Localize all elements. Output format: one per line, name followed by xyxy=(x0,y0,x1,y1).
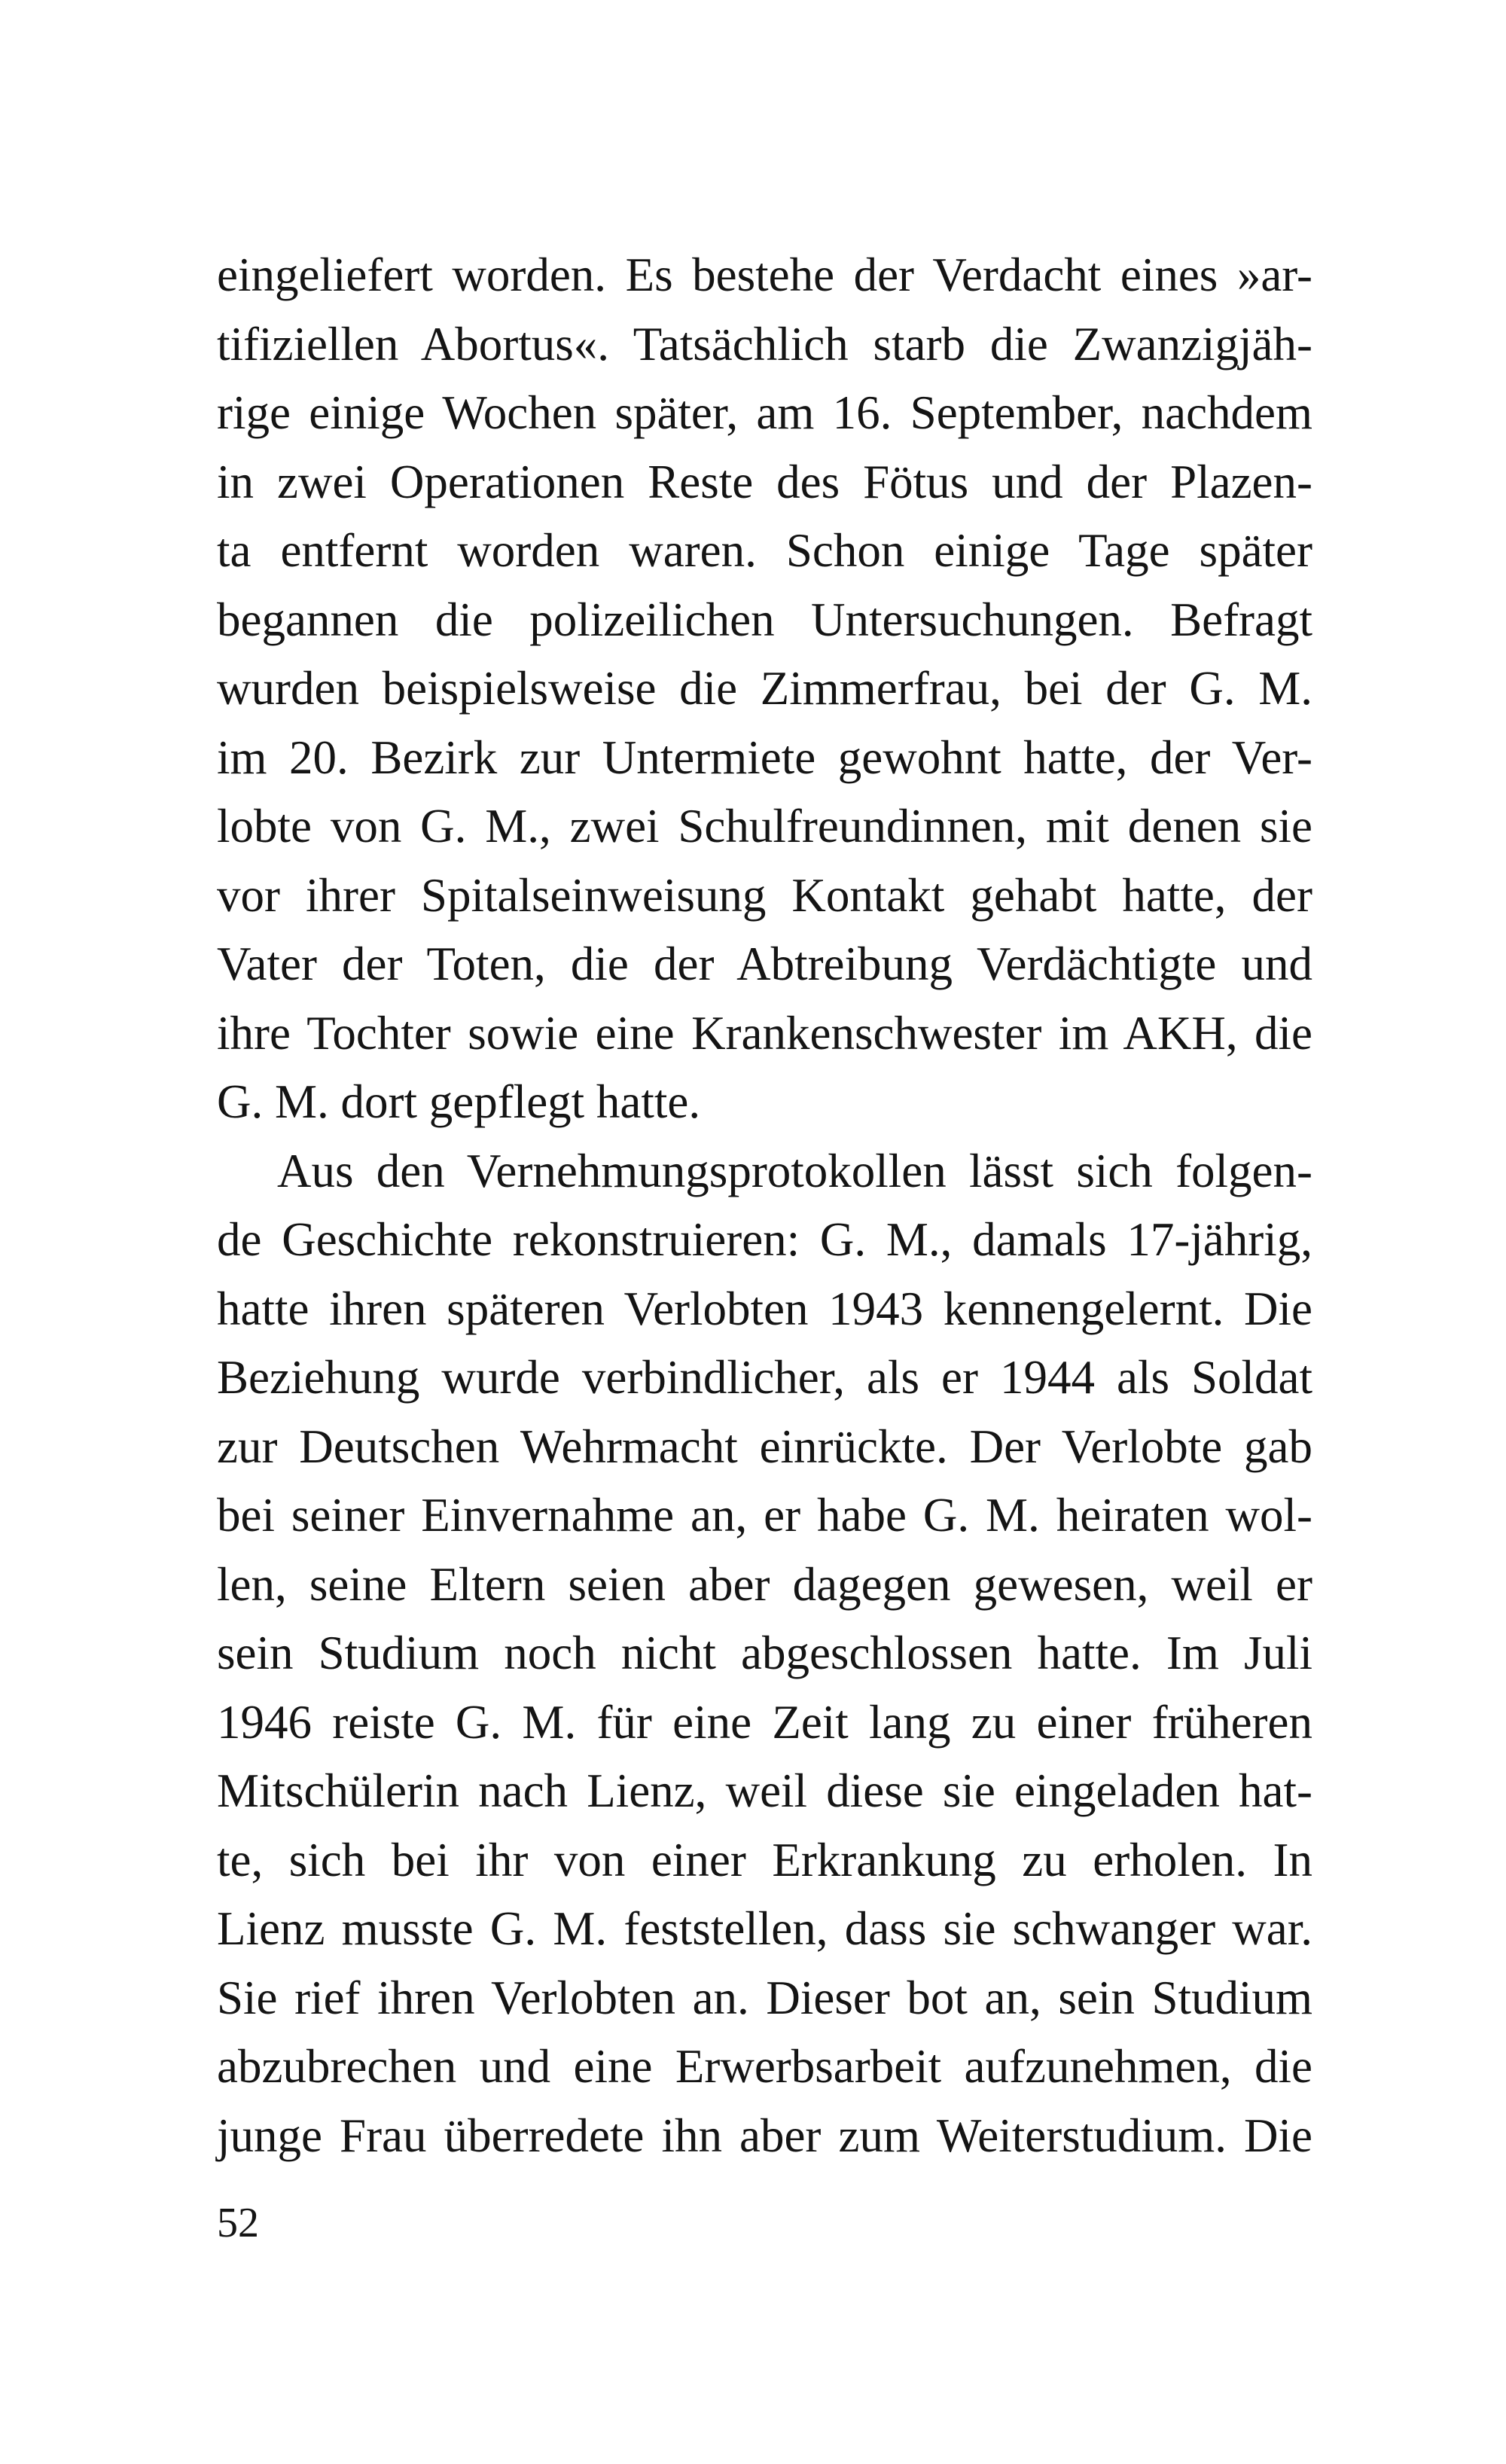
text-line: begannen die polizeilichen Untersuchungen. Befragt xyxy=(217,593,1312,646)
text-line: G. M. dort gepflegt hatte. xyxy=(217,1075,701,1128)
text-line: Beziehung wurde verbindlicher, als er 1944 als Soldat xyxy=(217,1351,1312,1404)
text-line: Lienz musste G. M. feststellen, dass sie schwanger war. xyxy=(217,1902,1312,1955)
text-line: rige einige Wochen später, am 16. September, nachdem xyxy=(217,386,1312,439)
text-line: de Geschichte rekonstruieren: G. M., damals 17-jährig, xyxy=(217,1213,1312,1266)
text-line: hatte ihren späteren Verlobten 1943 kennengelernt. Die xyxy=(217,1282,1312,1335)
text-line: te, sich bei ihr von einer Erkrankung zu erholen. In xyxy=(217,1833,1312,1886)
text-line: wurden beispielsweise die Zimmerfrau, bei der G. M. xyxy=(217,662,1312,715)
text-line: lobte von G. M., zwei Schulfreundinnen, mit denen sie xyxy=(217,800,1312,852)
text-line: len, seine Eltern seien aber dagegen gewesen, weil er xyxy=(217,1557,1312,1611)
text-line: zur Deutschen Wehrmacht einrückte. Der Verlobte gab xyxy=(217,1420,1312,1473)
text-line: Aus den Vernehmungsprotokollen lässt sich folgen- xyxy=(277,1144,1312,1197)
text-line: tifiziellen Abortus«. Tatsächlich starb die Zwanzigjäh- xyxy=(217,317,1312,371)
text-line: im 20. Bezirk zur Untermiete gewohnt hatte, der Ver- xyxy=(217,730,1312,784)
text-line: Mitschülerin nach Lienz, weil diese sie eingeladen hat- xyxy=(217,1764,1312,1817)
text-line: junge Frau überredete ihn aber zum Weiterstudium. Die xyxy=(217,2109,1312,2162)
text-line: 1946 reiste G. M. für eine Zeit lang zu einer früheren xyxy=(217,1695,1312,1749)
text-line: in zwei Operationen Reste des Fötus und der Plazen- xyxy=(217,455,1312,508)
text-line: sein Studium noch nicht abgeschlossen hatte. Im Juli xyxy=(217,1627,1312,1679)
text-line: ihre Tochter sowie eine Krankenschwester im AKH, die xyxy=(217,1006,1312,1060)
text-line: ta entfernt worden waren. Schon einige Tage später xyxy=(217,524,1312,577)
text-line: Sie rief ihren Verlobten an. Dieser bot an, sein Studium xyxy=(217,1971,1312,2024)
text-line: abzubrechen und eine Erwerbsarbeit aufzunehmen, die xyxy=(217,2040,1312,2093)
text-line: bei seiner Einvernahme an, er habe G. M. heiraten wol- xyxy=(217,1489,1312,1542)
body-text xyxy=(217,241,1312,2170)
text-line: Vater der Toten, die der Abtreibung Verdächtigte und xyxy=(217,938,1312,990)
text-line: eingeliefert worden. Es bestehe der Verdacht eines »ar- xyxy=(217,249,1312,301)
page-number: 52 xyxy=(217,2200,259,2246)
text-line: vor ihrer Spitalseinweisung Kontakt gehabt hatte, der xyxy=(217,868,1312,922)
